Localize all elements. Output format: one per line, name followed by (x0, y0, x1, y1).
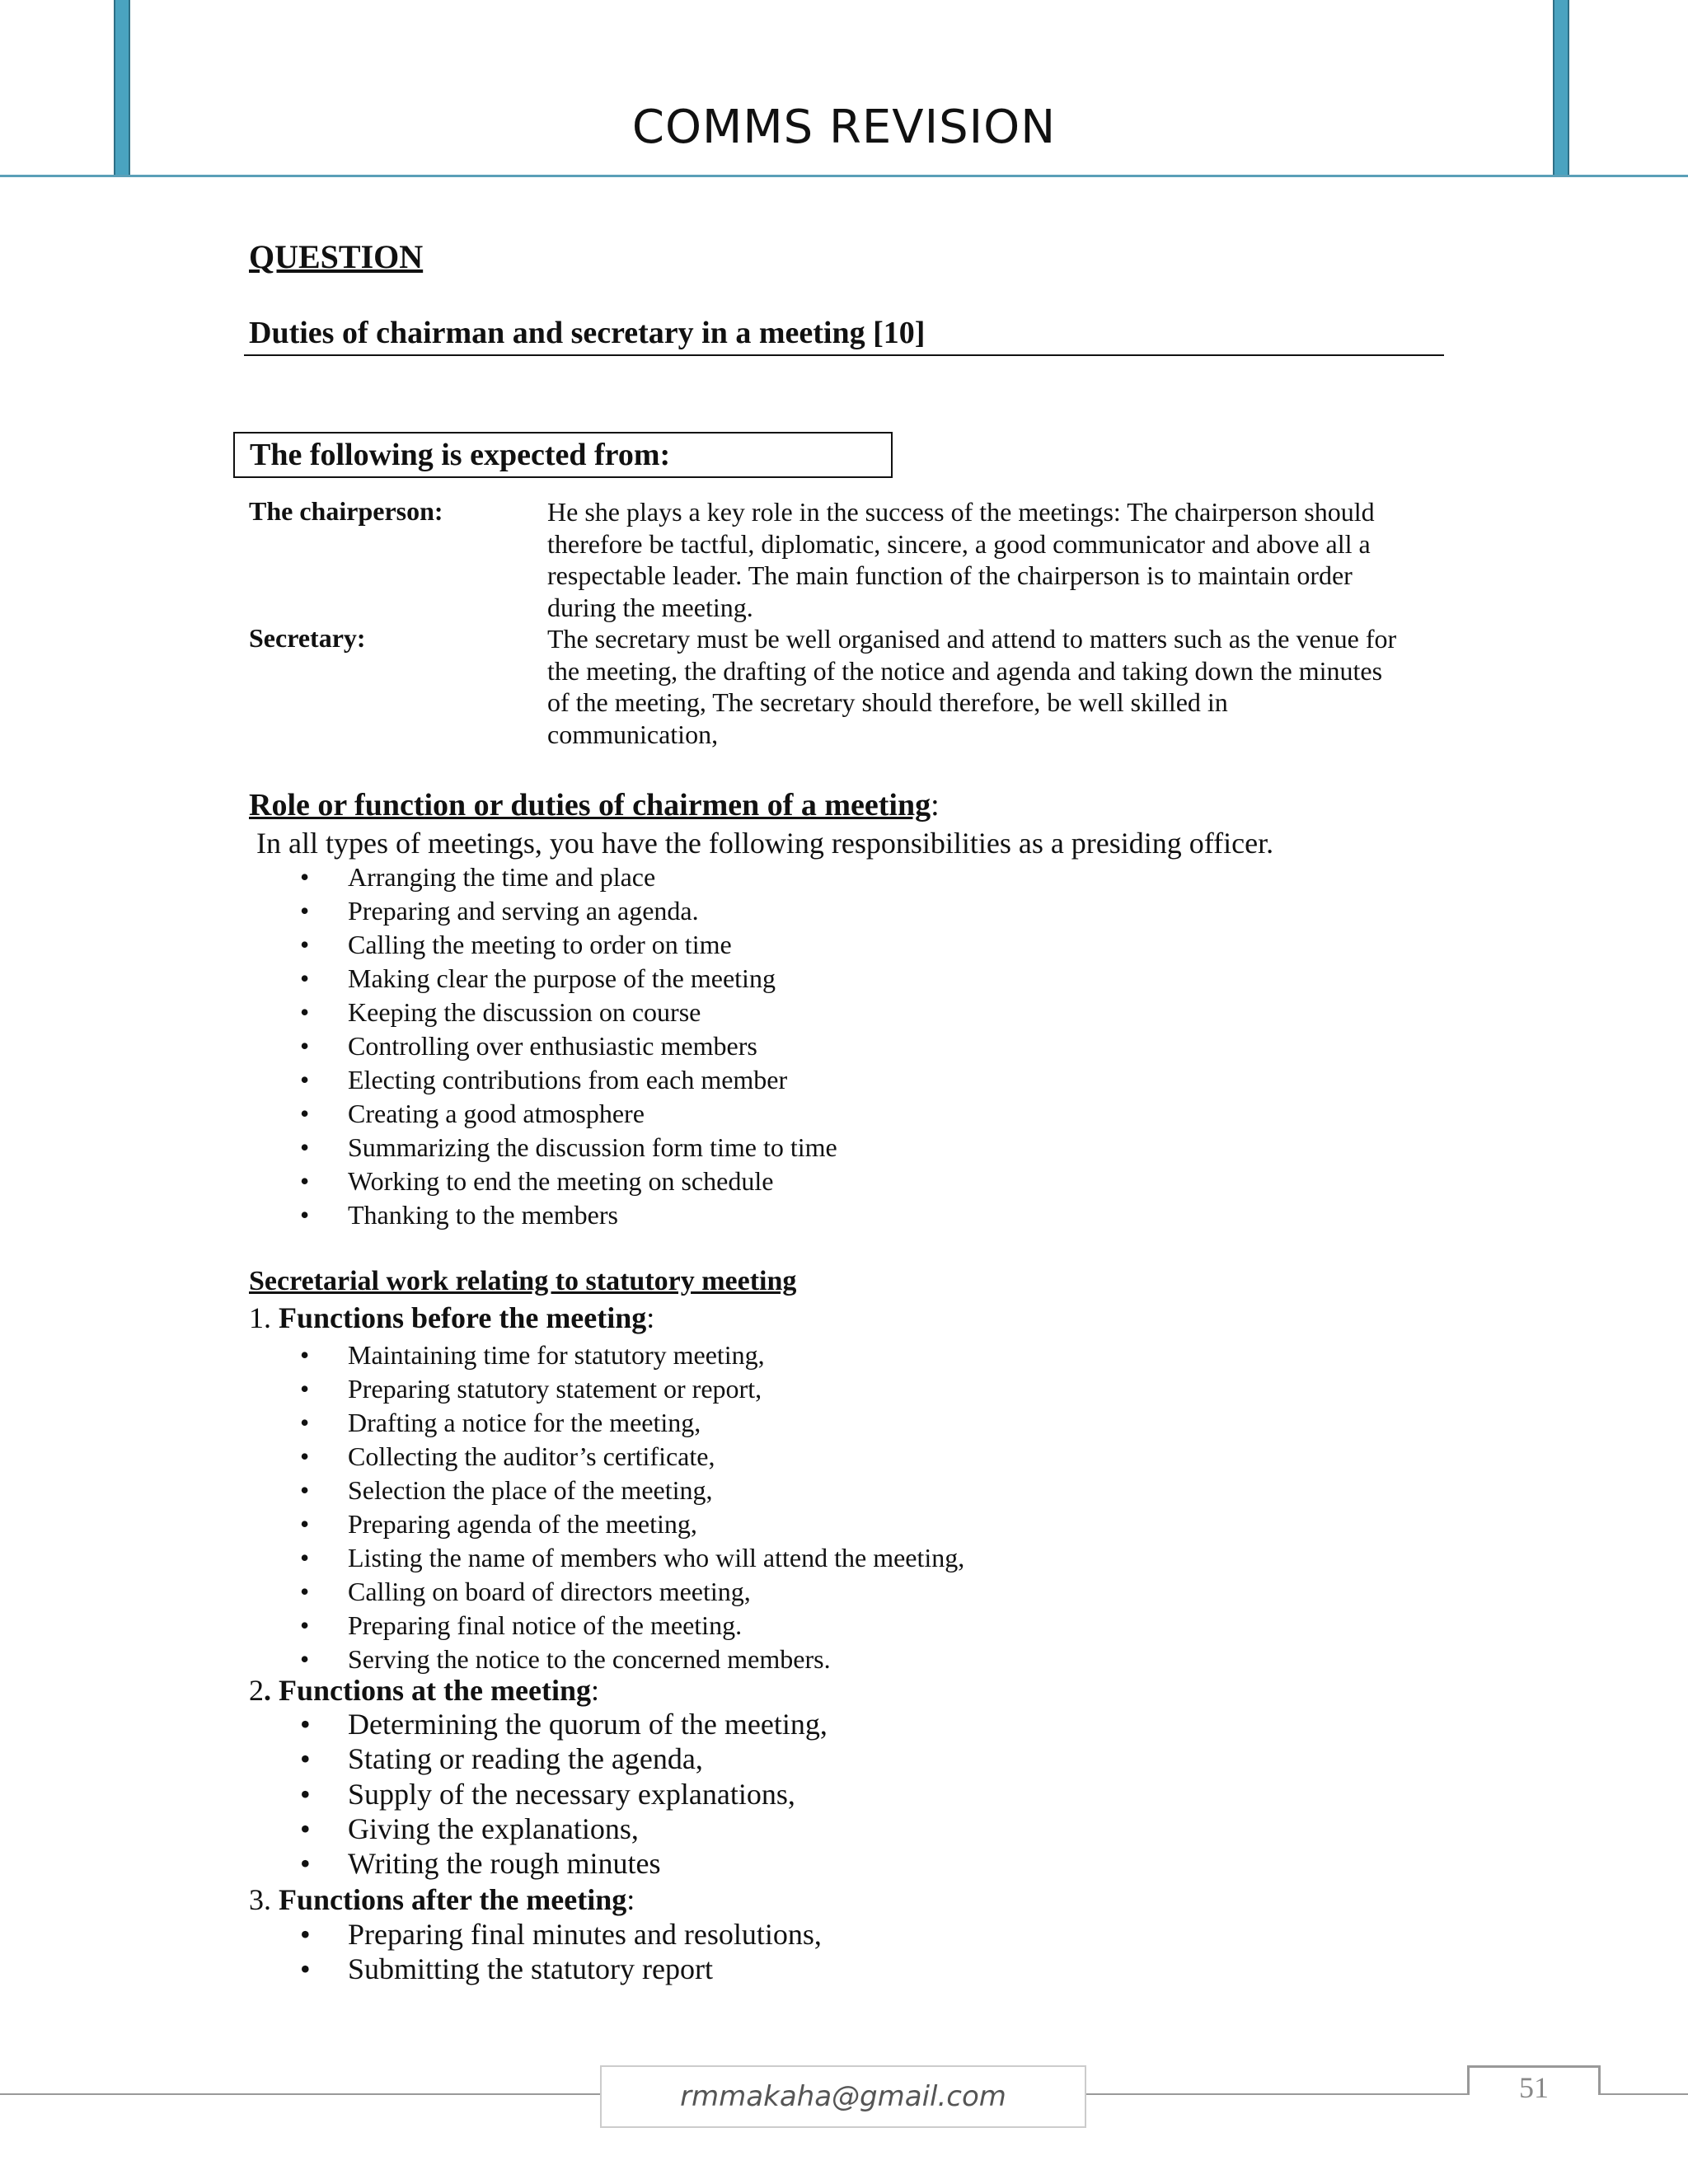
bullet-icon: • (300, 1644, 310, 1674)
before-meeting-list (300, 1338, 965, 1676)
footer-email: rmmakaha@gmail.com (600, 2065, 1086, 2128)
before-heading: 1. Functions before the meeting: (249, 1301, 655, 1334)
list-item-text: Serving the notice to the concerned members. (348, 1644, 831, 1674)
bullet-icon: • (300, 1065, 310, 1094)
list-item-text: Controlling over enthusiastic members (348, 1031, 757, 1061)
list-item (300, 1198, 837, 1232)
chairmen-heading: Role or function or duties of chairmen of a meeting (249, 788, 931, 823)
list-item-text: Drafting a notice for the meeting, (348, 1408, 701, 1437)
question-label: QUESTION (249, 238, 424, 275)
list-item (300, 1440, 964, 1474)
footer-rule-middle (1086, 2093, 1467, 2095)
bullet-icon: • (300, 1441, 310, 1471)
at-meeting-list (300, 1707, 828, 1881)
list-item (300, 1917, 822, 1952)
list-item-text: Working to end the meeting on schedule (348, 1166, 774, 1196)
list-item-text: Calling on board of directors meeting, (348, 1577, 751, 1606)
list-item (300, 1165, 837, 1198)
list-item (300, 1811, 828, 1846)
bullet-icon: • (300, 1847, 311, 1881)
after-heading: 3. Functions after the meeting: (249, 1883, 635, 1916)
bullet-icon: • (300, 1708, 311, 1741)
secretarial-heading: Secretarial work relating to statutory meeting (249, 1266, 797, 1296)
list-item-text: Maintaining time for statutory meeting, (348, 1340, 765, 1370)
header-rule (0, 175, 1688, 177)
chairmen-heading-row: Role or function or duties of chairmen of a meeting: (249, 788, 940, 823)
list-item-text: Preparing final minutes and resolutions, (348, 1918, 822, 1951)
list-item-text: Arranging the time and place (348, 862, 656, 892)
bullet-icon: • (300, 963, 310, 993)
bullet-icon: • (300, 1543, 310, 1572)
bullet-icon: • (300, 997, 310, 1027)
list-item-text: Determining the quorum of the meeting, (348, 1708, 828, 1741)
bullet-icon: • (300, 862, 310, 892)
bullet-icon: • (300, 1777, 311, 1811)
bullet-icon: • (300, 1742, 311, 1776)
bullet-icon: • (300, 1918, 311, 1951)
list-item-text: Preparing agenda of the meeting, (348, 1509, 697, 1539)
list-item-text: Stating or reading the agenda, (348, 1742, 703, 1776)
footer-rule-right (1601, 2093, 1688, 2095)
list-item-text: Giving the explanations, (348, 1811, 639, 1845)
list-item-text: Collecting the auditor’s certificate, (348, 1441, 715, 1471)
bullet-icon: • (300, 1099, 310, 1128)
list-item-text: Electing contributions from each member (348, 1065, 788, 1094)
list-item (300, 1338, 964, 1372)
list-item-text: Preparing statutory statement or report, (348, 1374, 762, 1404)
list-item (300, 1507, 964, 1541)
list-item (300, 1952, 822, 1986)
bullet-icon: • (300, 1408, 310, 1437)
chairmen-duties-list (300, 860, 837, 1232)
expected-heading-box: The following is expected from: (233, 432, 893, 478)
list-item (300, 1097, 837, 1131)
role-label-secretary: Secretary: (249, 623, 366, 653)
at-heading: 2. Functions at the meeting: (249, 1674, 599, 1707)
list-item-text: Thanking to the members (348, 1200, 618, 1230)
bullet-icon: • (300, 1475, 310, 1505)
bullet-icon: • (300, 1509, 310, 1539)
role-text-secretary: The secretary must be well organised and attend to matters such as the venue for the meeting, the drafting of the notice and agenda and taking down the minutes of the meeting, The secretary should therefore, be well skilled in communication, (547, 624, 1397, 749)
role-text-chairperson: He she plays a key role in the success of the meetings: The chairperson should therefore be tactful, diplomatic, sincere, a good communicator and above all a respectable leader. The main function of the chairperson is to maintain order during the meeting. (547, 497, 1375, 622)
list-item (300, 1575, 964, 1609)
list-item-text: Writing the rough minutes (348, 1847, 661, 1881)
list-item (300, 1643, 964, 1676)
page-number: 51 (1519, 2071, 1549, 2104)
after-meeting-list (300, 1917, 822, 1987)
bullet-icon: • (300, 1811, 311, 1845)
list-item (300, 928, 837, 962)
bullet-icon: • (300, 1952, 311, 1986)
list-item-text: Preparing final notice of the meeting. (348, 1610, 743, 1640)
list-item (300, 1741, 828, 1776)
list-item (300, 1846, 828, 1881)
footer-rule-left (0, 2093, 600, 2095)
list-item (300, 1372, 964, 1406)
bullet-icon: • (300, 1132, 310, 1162)
list-item (300, 860, 837, 894)
list-item-text: Preparing and serving an agenda. (348, 896, 699, 926)
list-item-text: Listing the name of members who will attend the meeting, (348, 1543, 965, 1572)
question-text: Duties of chairman and secretary in a meeting [10] (249, 316, 926, 350)
list-item (300, 1707, 828, 1741)
list-item (300, 996, 837, 1029)
list-item (300, 1063, 837, 1097)
bullet-icon: • (300, 1340, 310, 1370)
list-item (300, 1777, 828, 1811)
question-rule (244, 354, 1444, 356)
list-item (300, 1474, 964, 1507)
list-item (300, 1609, 964, 1643)
list-item (300, 894, 837, 928)
bullet-icon: • (300, 1577, 310, 1606)
list-item-text: Supply of the necessary explanations, (348, 1777, 795, 1811)
list-item-text: Calling the meeting to order on time (348, 930, 732, 959)
list-item (300, 1541, 965, 1575)
bullet-icon: • (300, 1200, 310, 1230)
bullet-icon: • (300, 1166, 310, 1196)
role-label-chairperson: The chairperson: (249, 496, 443, 526)
list-item-text: Making clear the purpose of the meeting (348, 963, 776, 993)
list-item (300, 1406, 964, 1440)
list-item-text: Submitting the statutory report (348, 1952, 713, 1986)
page-header-title: COMMS REVISION (631, 101, 1057, 154)
chairmen-intro: In all types of meetings, you have the following responsibilities as a presiding officer. (256, 827, 1274, 860)
list-item (300, 962, 837, 996)
bullet-icon: • (300, 930, 310, 959)
bullet-icon: • (300, 1031, 310, 1061)
list-item-text: Creating a good atmosphere (348, 1099, 645, 1128)
list-item-text: Summarizing the discussion form time to time (348, 1132, 837, 1162)
list-item-text: Selection the place of the meeting, (348, 1475, 713, 1505)
list-item (300, 1131, 837, 1165)
list-item-text: Keeping the discussion on course (348, 997, 701, 1027)
bullet-icon: • (300, 1374, 310, 1404)
bullet-icon: • (300, 1610, 310, 1640)
bullet-icon: • (300, 896, 310, 926)
list-item (300, 1029, 837, 1063)
